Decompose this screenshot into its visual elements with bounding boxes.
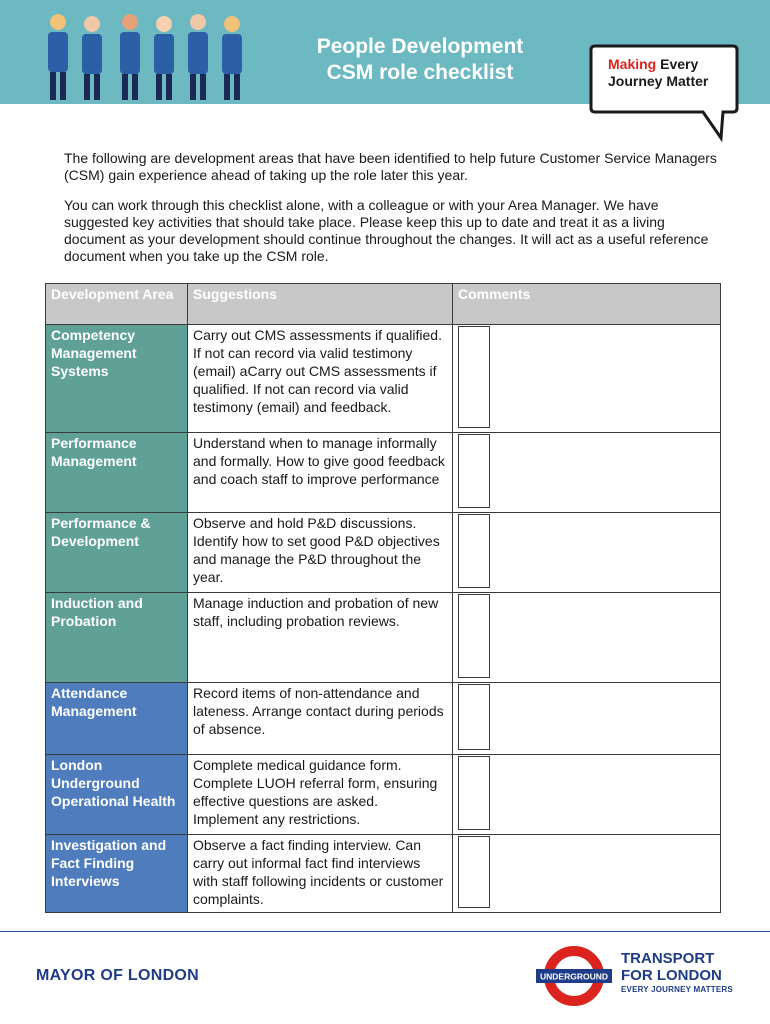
- checklist-table: [45, 283, 721, 913]
- table-row: [46, 433, 721, 513]
- comment-cell[interactable]: [453, 325, 721, 433]
- roundel-label: UNDERGROUND: [540, 971, 608, 982]
- comment-cell[interactable]: [453, 683, 721, 755]
- logo-word-every: Every: [660, 56, 699, 72]
- header-development-area: Development Area: [46, 284, 188, 325]
- underground-roundel-icon: [536, 946, 612, 1006]
- comment-cell[interactable]: [453, 513, 721, 593]
- comment-box[interactable]: [458, 684, 490, 750]
- comment-cell[interactable]: [453, 755, 721, 835]
- comment-box[interactable]: [458, 434, 490, 508]
- header-comments: Comments: [453, 284, 721, 325]
- comment-box[interactable]: [458, 514, 490, 588]
- comment-box[interactable]: [458, 756, 490, 830]
- area-cell: Attendance Management: [46, 683, 188, 755]
- header-suggestions: Suggestions: [188, 284, 453, 325]
- comment-cell[interactable]: [453, 593, 721, 683]
- suggestion-cell: Complete medical guidance form. Complete LUOH referral form, ensuring effective questions are asked. Implement any restrictions.: [188, 755, 453, 835]
- title-line-2: CSM role checklist: [326, 61, 514, 84]
- area-cell: Induction and Probation: [46, 593, 188, 683]
- suggestion-cell: Manage induction and probation of new staff, including probation reviews.: [188, 593, 453, 683]
- table-row: [46, 325, 721, 433]
- intro-text: [64, 150, 724, 278]
- area-cell: Performance Management: [46, 433, 188, 513]
- staff-illustration: [30, 8, 260, 102]
- title-line-1: People Development: [316, 35, 524, 58]
- tfl-line-2: FOR LONDON: [621, 967, 722, 984]
- comment-box[interactable]: [458, 836, 490, 908]
- comment-box[interactable]: [458, 326, 490, 428]
- comment-box[interactable]: [458, 594, 490, 678]
- intro-paragraph-2: You can work through this checklist alone, with a colleague or with your Area Manager. We have suggested key activities that should take place. Please keep this up to date and treat it as a living document as your development should continue throughout the changes. It will act as a useful reference document when you take up the CSM role.: [64, 197, 709, 264]
- area-cell: London Underground Operational Health: [46, 755, 188, 835]
- tfl-line-1: TRANSPORT: [621, 950, 715, 967]
- area-cell: Performance & Development: [46, 513, 188, 593]
- footer-divider: [0, 931, 770, 932]
- intro-paragraph-1: The following are development areas that have been identified to help future Customer Service Managers (CSM) gain experience ahead of taking up the role later this year.: [64, 150, 717, 183]
- suggestion-cell: Carry out CMS assessments if qualified. If not can record via valid testimony (email) aCarry out CMS assessments if qualified. If not can record via valid testimony (email) and feedback.: [188, 325, 453, 433]
- table-row: [46, 593, 721, 683]
- making-every-journey-matter-logo: [608, 56, 708, 90]
- tfl-tagline: EVERY JOURNEY MATTERS: [621, 985, 733, 994]
- suggestion-cell: Observe and hold P&D discussions. Identify how to set good P&D objectives and manage the P&D throughout the year.: [188, 513, 453, 593]
- area-cell: Investigation and Fact Finding Interviews: [46, 835, 188, 913]
- suggestion-cell: Record items of non-attendance and lateness. Arrange contact during periods of absence.: [188, 683, 453, 755]
- person-figure: [48, 14, 242, 100]
- page-title: [270, 34, 570, 86]
- comment-cell[interactable]: [453, 433, 721, 513]
- table-row: [46, 755, 721, 835]
- table-row: [46, 513, 721, 593]
- table-row: [46, 683, 721, 755]
- transport-for-london-logo: [621, 950, 733, 996]
- table-header-row: [46, 284, 721, 325]
- table-row: [46, 835, 721, 913]
- suggestion-cell: Understand when to manage informally and formally. How to give good feedback and coach staff to improve performance: [188, 433, 453, 513]
- comment-cell[interactable]: [453, 835, 721, 913]
- area-cell: Competency Management Systems: [46, 325, 188, 433]
- mayor-of-london-logo: MAYOR OF LONDON: [36, 967, 200, 984]
- logo-line-2: Journey Matter: [608, 73, 709, 89]
- logo-word-making: Making: [608, 56, 657, 72]
- suggestion-cell: Observe a fact finding interview. Can carry out informal fact find interviews with staff following incidents or customer complaints.: [188, 835, 453, 913]
